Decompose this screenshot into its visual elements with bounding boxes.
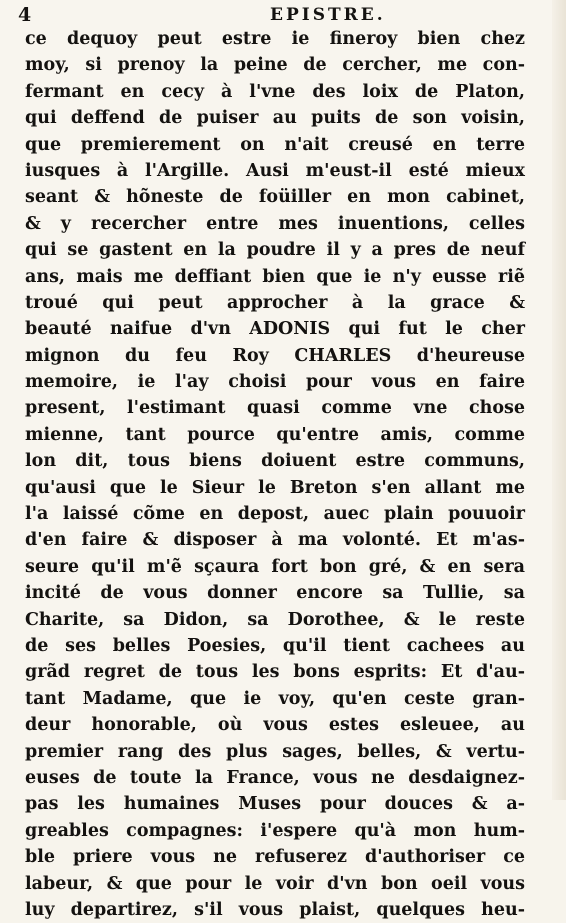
text-line: present, l'estimant quasi comme vne chose	[25, 398, 525, 419]
text-line: qu'ausi que le Sieur le Breton s'en allant me	[25, 477, 525, 498]
text-line: ans, mais me deffiant bien que ie n'y eusse riẽ	[25, 266, 525, 287]
text-line: iusques à l'Argille. Ausi m'eust-il esté mieux	[25, 160, 525, 181]
text-line: Charite, sa Didon, sa Dorothee, & le reste	[25, 609, 525, 630]
text-line: fermant en cecy à l'vne des loix de Platon,	[25, 81, 525, 102]
page-gutter-shadow	[552, 0, 566, 800]
text-line: mignon du feu Roy CHARLES d'heureuse	[25, 345, 525, 366]
text-line: mienne, tant pource qu'entre amis, comme	[25, 424, 525, 445]
text-line: de ses belles Poesies, qu'il tient cachees au	[25, 635, 525, 656]
text-line: incité de vous donner encore sa Tullie, sa	[25, 583, 525, 604]
body-text	[25, 26, 525, 923]
text-line: troué qui peut approcher à la grace &	[25, 292, 525, 313]
text-line: memoire, ie l'ay choisi pour vous en faire	[25, 372, 525, 393]
text-line: luy departirez, s'il vous plaist, quelques heu-	[25, 899, 525, 920]
text-line: ble priere vous ne refuserez d'authoriser ce	[25, 847, 525, 868]
text-line: seant & hõneste de foüiller en mon cabinet,	[25, 187, 525, 208]
text-line: qui se gastent en la poudre il y a pres de neuf	[25, 240, 525, 261]
text-line: pas les humaines Muses pour douces & a-	[25, 794, 525, 815]
text-line: lon dit, tous biens doiuent estre communs,	[25, 451, 525, 472]
text-line: ce dequoy peut estre ie fineroy bien chez	[25, 29, 525, 49]
text-line: beauté naifue d'vn ADONIS qui fut le cher	[25, 319, 525, 340]
text-line: l'a laissé cõme en depost, auec plain pouuoir	[25, 504, 525, 525]
text-line: grãd regret de tous les bons esprits: Et d'au-	[25, 662, 525, 683]
text-line: & y recercher entre mes inuentions, celles	[25, 213, 525, 234]
text-line: labeur, & que pour le voir d'vn bon oeil vous	[25, 873, 525, 894]
page-number: 4	[18, 4, 32, 26]
text-line: euses de toute la France, vous ne desdaignez-	[25, 767, 525, 788]
text-line: moy, si prenoy la peine de cercher, me con-	[25, 55, 525, 76]
text-line: qui deffend de puiser au puits de son voisin,	[25, 108, 525, 129]
text-line: premier rang des plus sages, belles, & vertu-	[25, 741, 525, 762]
text-line: greables compagnes: i'espere qu'à mon hum-	[25, 820, 525, 841]
text-line: que premierement on n'ait creusé en terre	[25, 134, 525, 155]
text-line: d'en faire & disposer à ma volonté. Et m'as-	[25, 530, 525, 551]
running-head	[18, 4, 518, 26]
text-line: tant Madame, que ie voy, qu'en ceste gran-	[25, 688, 525, 709]
text-line: seure qu'il m'ẽ sçaura fort bon gré, & en sera	[25, 556, 525, 577]
running-head-title: EPISTRE.	[270, 5, 386, 25]
text-line: deur honorable, où vous estes esleuee, au	[25, 715, 525, 736]
